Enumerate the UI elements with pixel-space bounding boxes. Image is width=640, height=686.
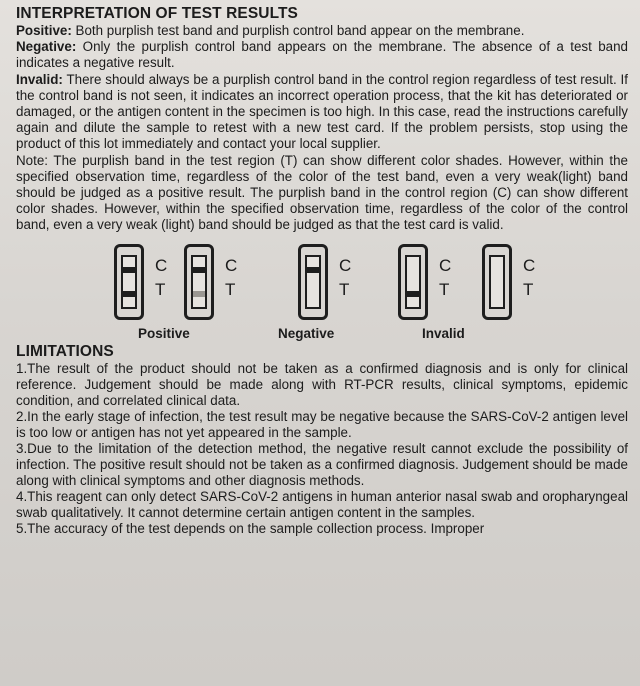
- result-window: [305, 255, 321, 309]
- cassette-negative: [298, 244, 328, 320]
- invalid-paragraph: [16, 72, 628, 153]
- negative-text: Only the purplish control band appears on the membrane. The absence of a test band indicates a negative result.: [16, 39, 628, 71]
- c-letter: C: [225, 255, 238, 275]
- ct-markings-3: [339, 254, 351, 302]
- t-letter: T: [225, 279, 236, 299]
- negative-label: Negative:: [16, 39, 77, 55]
- ct-markings-5: [523, 254, 535, 302]
- interpretation-heading: INTERPRETATION OF TEST RESULTS: [16, 5, 298, 22]
- limitation-item: 4.This reagent can only detect SARS-CoV-2 antigens in human anterior nasal swab and oropharyngeal swab qualitatively. It cannot determine certain antigen content in the samples.: [16, 488, 628, 520]
- result-window: [191, 255, 207, 309]
- c-letter: C: [439, 255, 452, 275]
- result-window: [489, 255, 505, 309]
- negative-paragraph: [16, 39, 628, 71]
- test-band-light: [193, 291, 205, 297]
- t-letter: T: [523, 279, 534, 299]
- invalid-label: Invalid:: [16, 71, 63, 87]
- invalid-caption: Invalid: [422, 325, 465, 341]
- ct-markings-1: [155, 254, 167, 302]
- c-letter: C: [155, 255, 168, 275]
- control-band: [193, 267, 205, 273]
- t-letter: T: [439, 279, 450, 299]
- control-band: [307, 267, 319, 273]
- result-window: [405, 255, 421, 309]
- ct-markings-2: [225, 254, 237, 302]
- limitation-item: 3.Due to the limitation of the detection method, the negative result cannot exclude the possibility of infection. The positive result should not be taken as a confirmed diagnosis. Judgement should be made along with clinical symptoms and other diagnosis methods.: [16, 440, 628, 488]
- invalid-text: There should always be a purplish control band in the control region regardless of test result. If the control band is not seen, it indicates an incorrect operation process, that the kit has deteriorated or damaged, or the antigen content in the specimen is too high. In this case, read the instructions carefully again and dilute the sample to retest with a new test card. If the problem persists, stop using the product of this lot immediately and contact your local supplier.: [16, 71, 628, 152]
- result-window: [121, 255, 137, 309]
- limitations-heading: LIMITATIONS: [16, 342, 114, 360]
- positive-caption: Positive: [138, 325, 190, 341]
- test-band: [407, 291, 419, 297]
- cassette-positive-strong: [114, 244, 144, 320]
- positive-label: Positive:: [16, 23, 72, 38]
- negative-caption: Negative: [278, 325, 335, 341]
- limitations-list: [16, 361, 628, 537]
- t-letter: T: [155, 279, 166, 299]
- t-letter: T: [339, 279, 350, 299]
- positive-text: Both purplish test band and purplish control band appear on the membrane.: [71, 23, 525, 38]
- test-band: [123, 291, 135, 297]
- limitation-item: 1.The result of the product should not be taken as a confirmed diagnosis and is only for clinical reference. Judgement should be made along with RT-PCR results, clinical symptoms, epidemic condition, and correlated clinical data.: [16, 360, 628, 408]
- limitation-item: 2.In the early stage of infection, the test result may be negative because the SARS-CoV-2 antigen level is too low or antigen has not yet appeared in the sample.: [16, 408, 628, 440]
- positive-paragraph: [16, 23, 628, 39]
- c-letter: C: [523, 255, 536, 275]
- cassette-invalid-test-only: [398, 244, 428, 320]
- cassette-invalid-no-bands: [482, 244, 512, 320]
- test-card-figure: [16, 238, 628, 342]
- ct-markings-4: [439, 254, 451, 302]
- control-band: [123, 267, 135, 273]
- c-letter: C: [339, 255, 352, 275]
- limitation-item: 5.The accuracy of the test depends on the sample collection process. Improper: [16, 520, 485, 536]
- cassette-positive-weak: [184, 244, 214, 320]
- note-paragraph: Note: The purplish band in the test region (T) can show different color shades. However, within the specified observation time, regardless of the color of the test band, even a very weak(light) band should be judged as a positive result. The purplish band in the control region (C) can show different color shades. However, within the specified observation time, regardless of the color of the control band, even a very weak (light) band should be judged as that the test card is valid.: [16, 152, 628, 233]
